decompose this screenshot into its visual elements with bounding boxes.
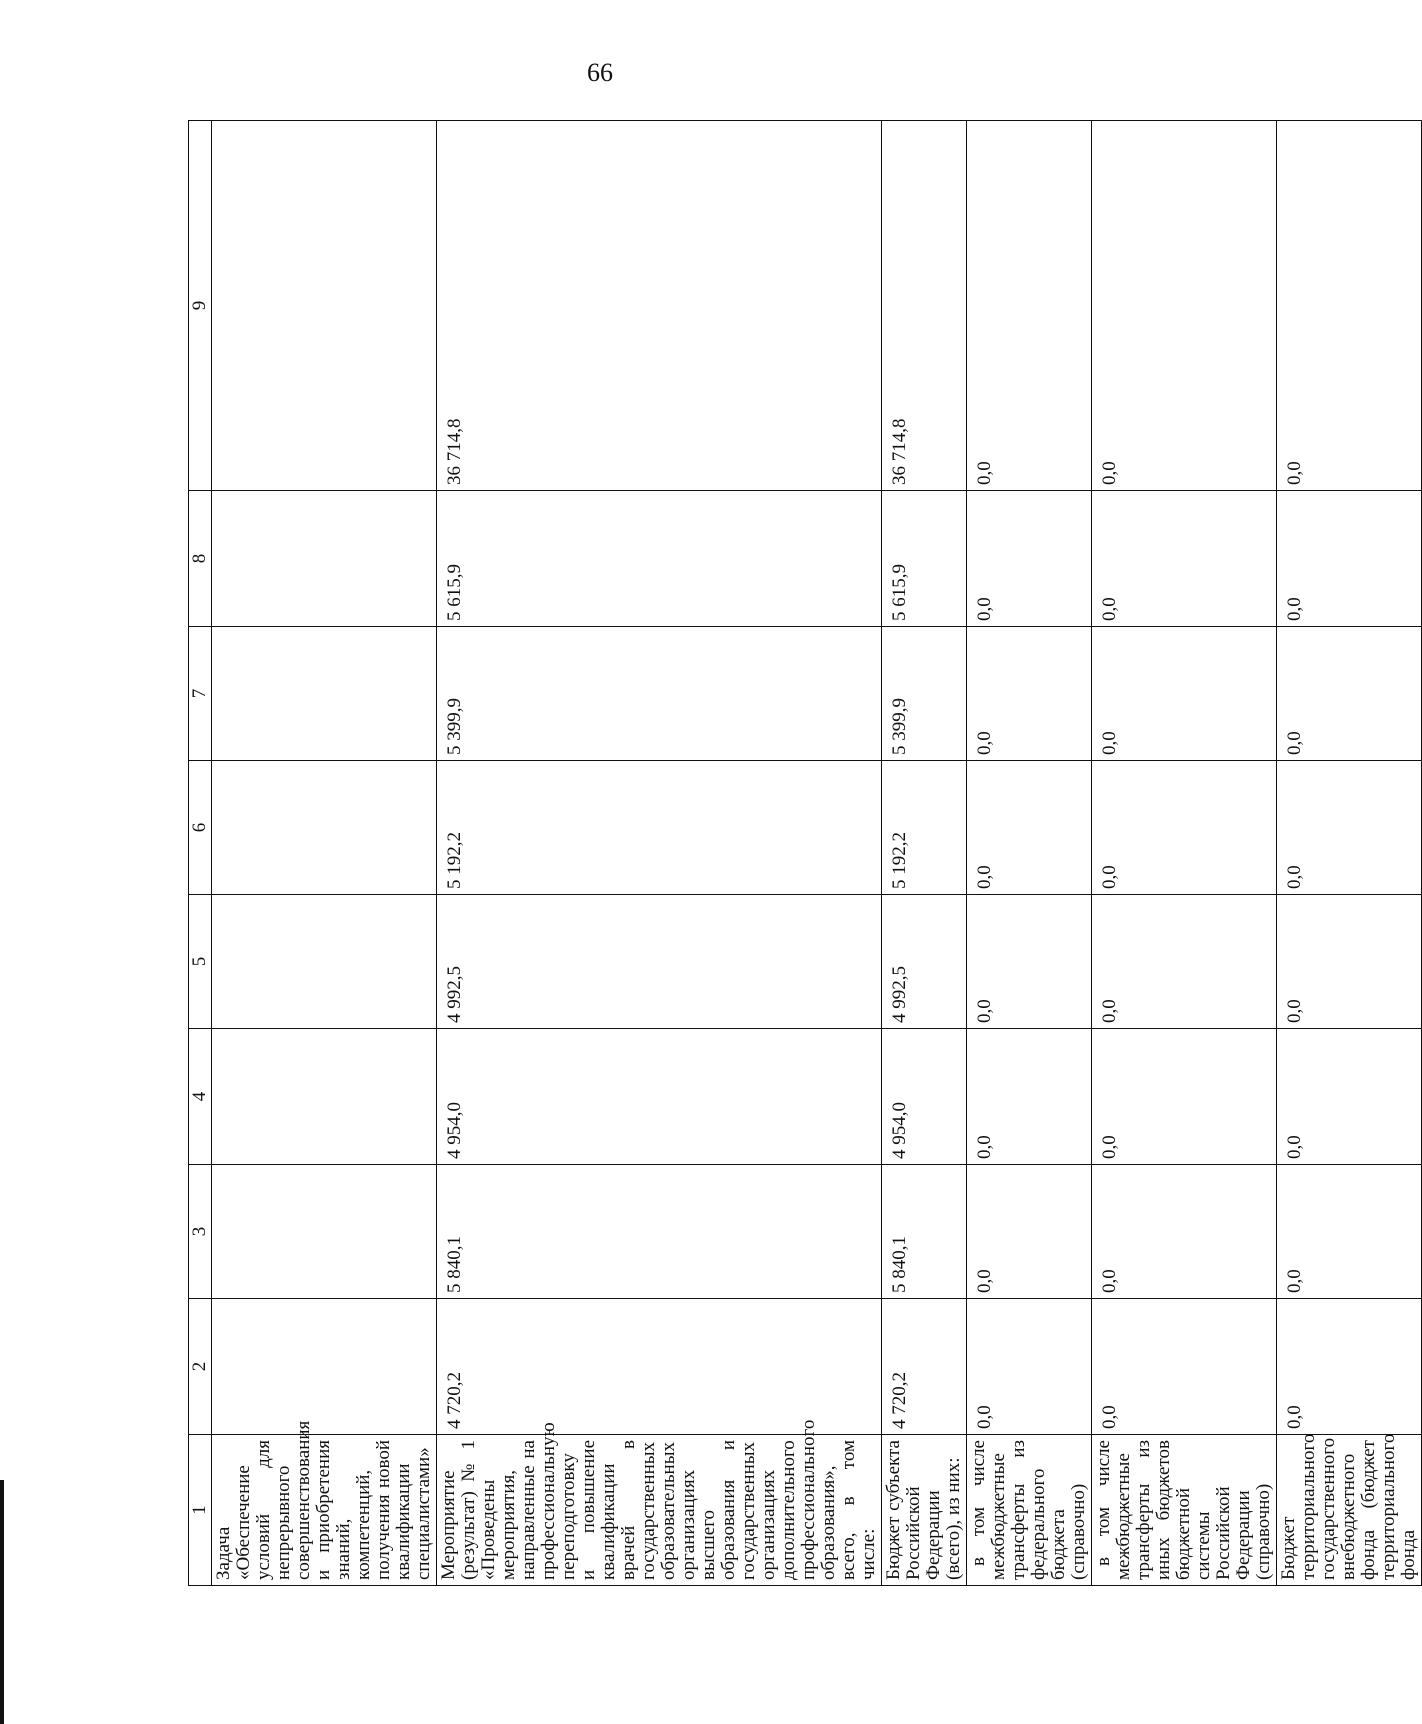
table-row (1277, 121, 1422, 1586)
value-cell: 36 714,8 (437, 121, 882, 491)
value-cell: 0,0 (967, 491, 1092, 627)
value-cell: 5 192,2 (437, 761, 882, 895)
header-cell: 1 (189, 1435, 212, 1586)
table-row (1092, 121, 1277, 1586)
value-cell: 4 992,5 (437, 895, 882, 1029)
row-label: Бюджет территориального государственного внебюджетного фонда (бюджет территориального фонда (1277, 1435, 1422, 1586)
value-cell (212, 761, 437, 895)
scan-edge-mark (0, 1480, 4, 1724)
value-cell: 0,0 (1277, 1299, 1422, 1435)
page-number: 66 (587, 58, 613, 87)
header-cell: 9 (189, 121, 212, 491)
value-cell (212, 491, 437, 627)
value-cell: 0,0 (1092, 491, 1277, 627)
value-cell: 0,0 (967, 1029, 1092, 1165)
financing-table (188, 120, 1422, 1586)
value-cell: 0,0 (967, 895, 1092, 1029)
value-cell: 0,0 (967, 121, 1092, 491)
value-cell: 0,0 (1277, 1165, 1422, 1299)
row-label: Бюджет субъекта Российской Федерации (всего), из них: (882, 1435, 967, 1586)
table-row (212, 121, 437, 1586)
value-cell: 5 399,9 (437, 627, 882, 761)
header-cell: 7 (189, 627, 212, 761)
value-cell: 4 992,5 (882, 895, 967, 1029)
value-cell: 0,0 (1092, 627, 1277, 761)
value-cell: 0,0 (1277, 1029, 1422, 1165)
value-cell: 0,0 (1277, 491, 1422, 627)
value-cell: 4 720,2 (882, 1299, 967, 1435)
value-cell: 0,0 (1092, 1029, 1277, 1165)
table-row (967, 121, 1092, 1586)
value-cell: 36 714,8 (882, 121, 967, 491)
value-cell: 0,0 (1277, 761, 1422, 895)
value-cell (212, 627, 437, 761)
value-cell: 0,0 (1092, 1299, 1277, 1435)
value-cell: 0,0 (1277, 121, 1422, 491)
value-cell: 0,0 (967, 1165, 1092, 1299)
value-cell: 5 615,9 (437, 491, 882, 627)
header-cell: 5 (189, 895, 212, 1029)
header-row (189, 121, 212, 1586)
value-cell: 0,0 (1277, 895, 1422, 1029)
header-cell: 8 (189, 491, 212, 627)
value-cell: 0,0 (1277, 627, 1422, 761)
value-cell: 4 954,0 (882, 1029, 967, 1165)
row-label: Мероприятие (результат) № 1 «Проведены мероприятия, направленные на профессиональную переподготовку и повышение квалификации врачей в государственных образовательных организациях высшего образования и государственных организациях дополнительного профессионального образования», всего, в том числе: (437, 1435, 882, 1586)
value-cell: 0,0 (1092, 1165, 1277, 1299)
row-label: в том числе межбюджетные трансферты из федерального бюджета (справочно) (967, 1435, 1092, 1586)
value-cell: 5 840,1 (882, 1165, 967, 1299)
value-cell: 4 720,2 (437, 1299, 882, 1435)
value-cell (212, 1029, 437, 1165)
value-cell: 4 954,0 (437, 1029, 882, 1165)
header-cell: 3 (189, 1165, 212, 1299)
rotated-table-wrapper (188, 121, 1419, 1586)
header-cell: 6 (189, 761, 212, 895)
value-cell (212, 895, 437, 1029)
table-row (437, 121, 882, 1586)
value-cell (212, 1299, 437, 1435)
header-cell: 4 (189, 1029, 212, 1165)
row-label: в том числе межбюджетные трансферты из иных бюджетов бюджетной системы Российской Федерации (справочно) (1092, 1435, 1277, 1586)
table-row (882, 121, 967, 1586)
value-cell: 0,0 (1092, 761, 1277, 895)
value-cell: 5 399,9 (882, 627, 967, 761)
value-cell: 5 192,2 (882, 761, 967, 895)
value-cell (212, 1165, 437, 1299)
row-label: Задача «Обеспечение условий для непрерывного совершенствования и приобретения знаний, компетенций, получения новой квалификации специалистами» (212, 1435, 437, 1586)
value-cell (212, 121, 437, 491)
value-cell: 0,0 (1092, 895, 1277, 1029)
value-cell: 5 840,1 (437, 1165, 882, 1299)
value-cell: 0,0 (967, 627, 1092, 761)
value-cell: 5 615,9 (882, 491, 967, 627)
value-cell: 0,0 (967, 761, 1092, 895)
value-cell: 0,0 (967, 1299, 1092, 1435)
header-cell: 2 (189, 1299, 212, 1435)
value-cell: 0,0 (1092, 121, 1277, 491)
